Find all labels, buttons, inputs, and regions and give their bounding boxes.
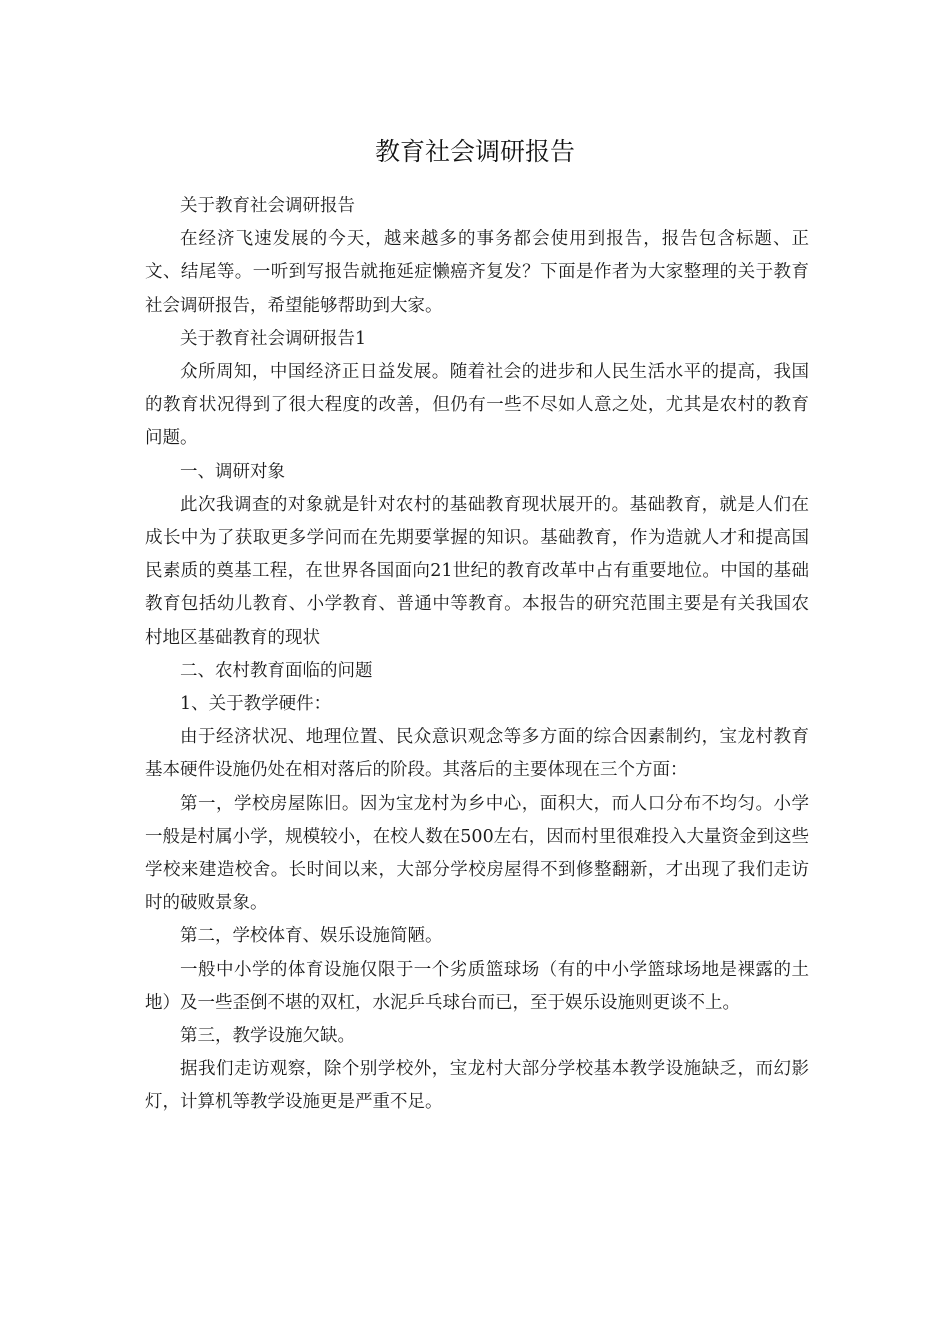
paragraph-point-1: 第一，学校房屋陈旧。因为宝龙村为乡中心，面积大，而人口分布不均匀。小学一般是村属小学，规模较小，在校人数在500左右，因而村里很难投入大量资金到这些学校来建造校舍。长时间以来，大部分学校房屋得不到修整翻新，才出现了我们走访时的破败景象。 <box>145 793 809 914</box>
section-heading-problems: 二、农村教育面临的问题 <box>180 660 373 681</box>
paragraph-point-3: 据我们走访观察，除个别学校外，宝龙村大部分学校基本教学设施缺乏，而幻影灯，计算机等教学设施更是严重不足。 <box>145 1059 809 1113</box>
paragraph-research-object: 此次我调查的对象就是针对农村的基础教育现状展开的。基础教育，就是人们在成长中为了获取更多学问而在先期要掌握的知识。基础教育，作为造就人才和提高国民素质的奠基工程，在世界各国面向21世纪的教育改革中占有重要地位。中国的基础教育包括幼儿教育、小学教育、普通中等教育。本报告的研究范围主要是有关我国农村地区基础教育的现状 <box>145 494 809 648</box>
paragraph-point-2: 一般中小学的体育设施仅限于一个劣质篮球场（有的中小学篮球场地是裸露的土地）及一些歪倒不堪的双杠，水泥乒乓球台而已，至于娱乐设施则更谈不上。 <box>145 959 809 1013</box>
paragraph-point-3-heading: 第三，教学设施欠缺。 <box>180 1026 355 1047</box>
paragraph-intro-heading: 关于教育社会调研报告 <box>180 196 355 216</box>
paragraph-point-2-heading: 第二，学校体育、娱乐设施简陋。 <box>180 926 443 947</box>
subsection-heading-hardware: 1、关于教学硬件： <box>180 694 332 715</box>
document-title: 教育社会调研报告 <box>374 137 575 166</box>
paragraph-intro: 在经济飞速发展的今天，越来越多的事务都会使用到报告，报告包含标题、正文、结尾等。一听到写报告就拖延症懒癌齐复发？下面是作者为大家整理的关于教育社会调研报告，希望能够帮助到大家。 <box>145 229 809 316</box>
section-heading-research-object: 一、调研对象 <box>180 461 285 482</box>
document-body <box>145 190 809 1120</box>
paragraph-report-1-heading: 关于教育社会调研报告1 <box>180 328 367 349</box>
paragraph-hardware-overview: 由于经济状况、地理位置、民众意识观念等多方面的综合因素制约，宝龙村教育基本硬件设施仍处在相对落后的阶段。其落后的主要体现在三个方面： <box>145 727 809 781</box>
paragraph-background: 众所周知，中国经济正日益发展。随着社会的进步和人民生活水平的提高，我国的教育状况得到了很大程度的改善，但仍有一些不尽如人意之处，尤其是农村的教育问题。 <box>145 362 809 449</box>
